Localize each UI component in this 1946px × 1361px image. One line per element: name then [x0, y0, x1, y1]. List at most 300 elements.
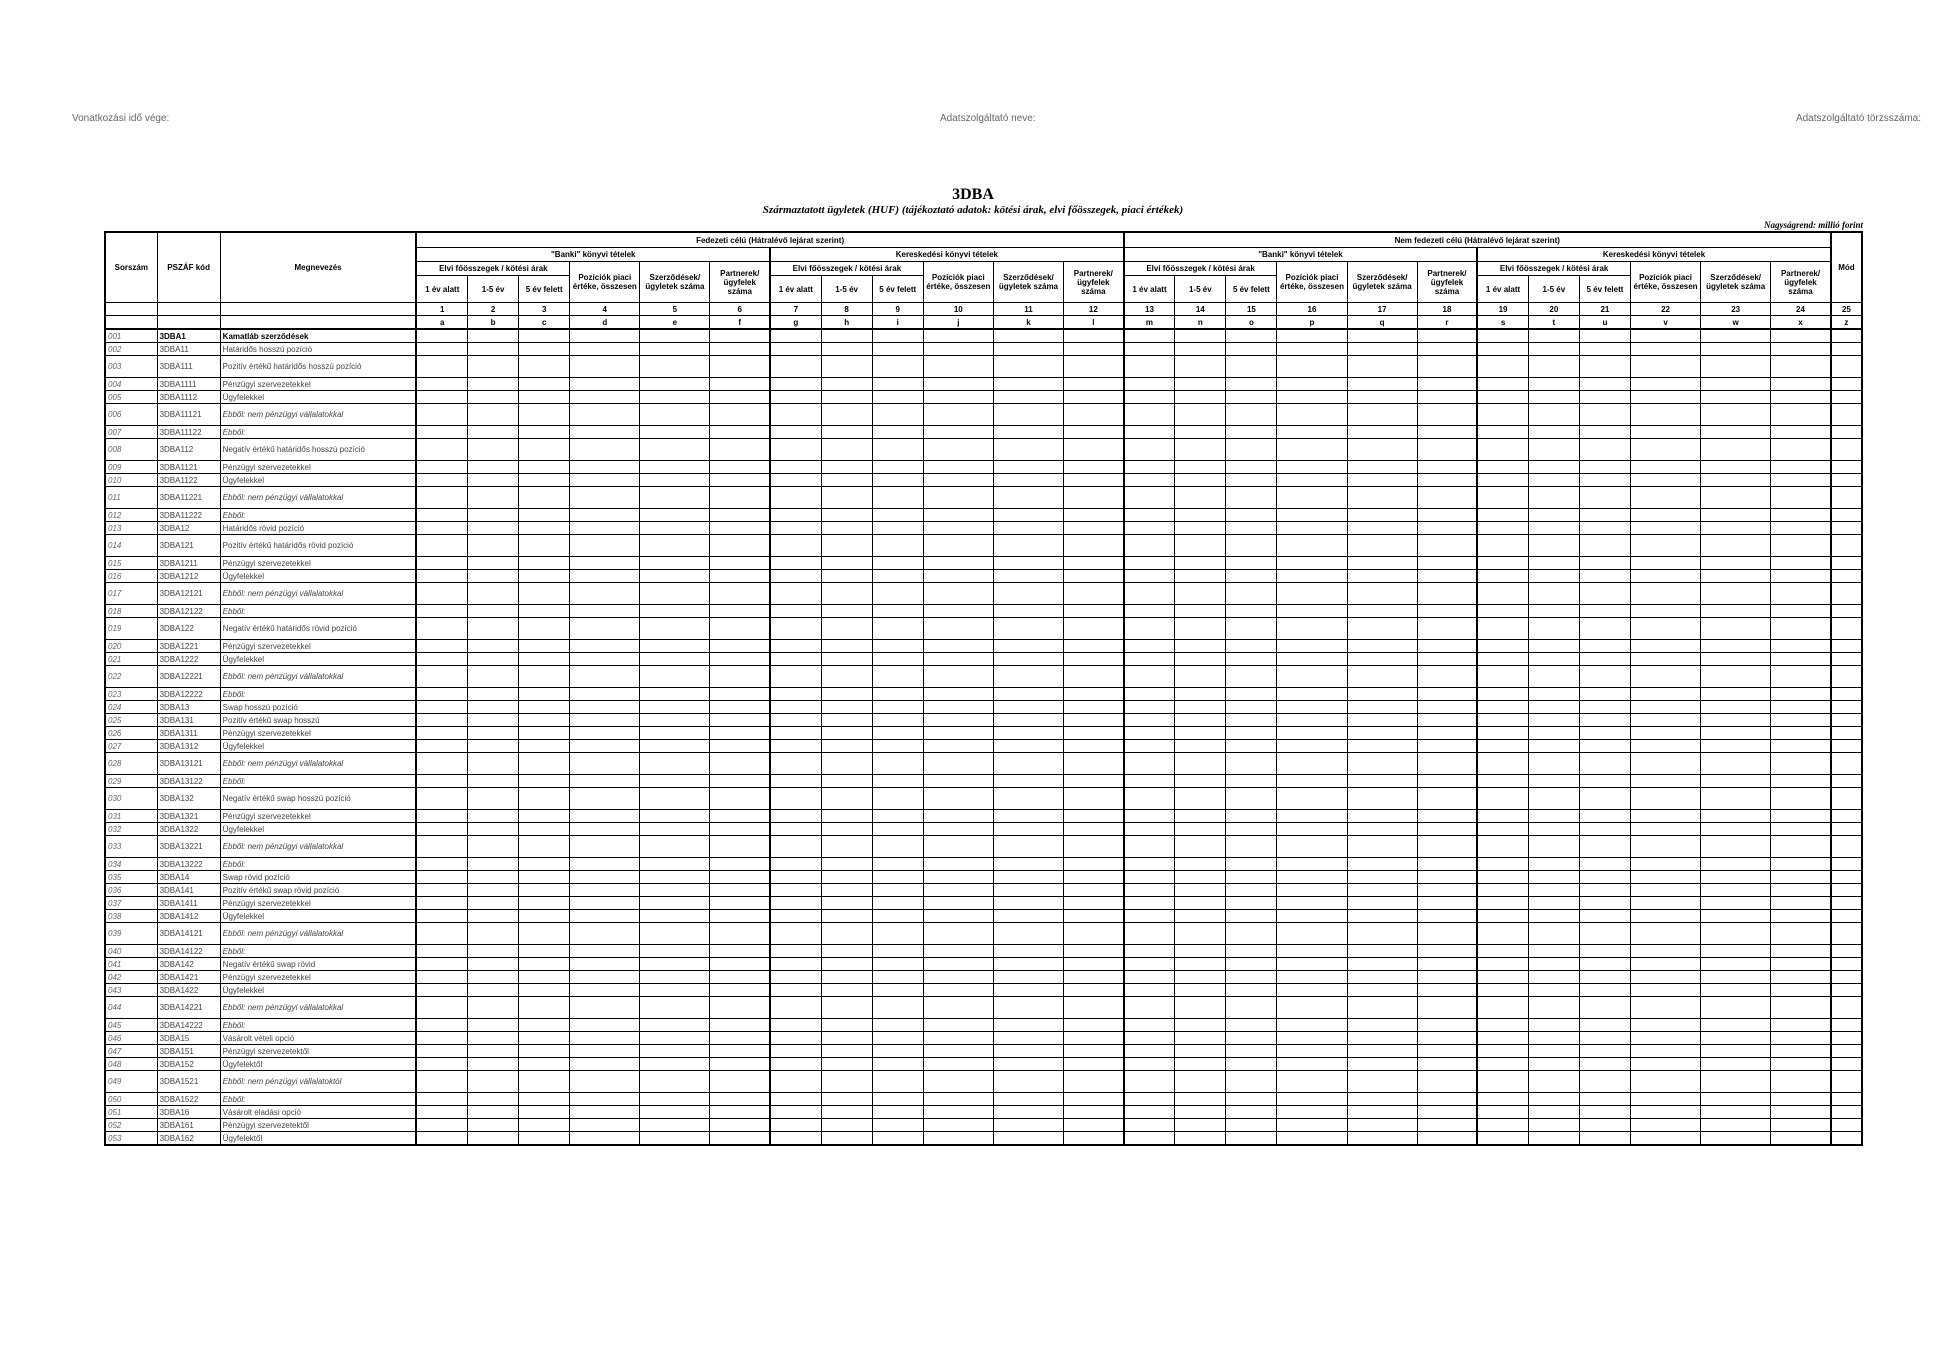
- data-cell[interactable]: [1579, 823, 1630, 836]
- data-cell[interactable]: [416, 356, 467, 378]
- data-cell[interactable]: [1277, 740, 1347, 753]
- data-cell[interactable]: [519, 487, 570, 509]
- data-cell[interactable]: [1175, 356, 1226, 378]
- data-cell[interactable]: [1063, 823, 1123, 836]
- data-cell[interactable]: [570, 923, 640, 945]
- data-cell[interactable]: [640, 329, 710, 343]
- data-cell[interactable]: [1347, 378, 1417, 391]
- data-cell[interactable]: [1124, 461, 1175, 474]
- data-cell[interactable]: [416, 810, 467, 823]
- data-cell[interactable]: [1063, 714, 1123, 727]
- data-cell[interactable]: [1477, 958, 1528, 971]
- data-cell[interactable]: [1579, 701, 1630, 714]
- data-cell[interactable]: [1277, 1032, 1347, 1045]
- data-cell[interactable]: [640, 509, 710, 522]
- data-cell[interactable]: [1701, 509, 1771, 522]
- data-cell[interactable]: [770, 583, 821, 605]
- data-cell[interactable]: [1063, 958, 1123, 971]
- data-cell[interactable]: [416, 727, 467, 740]
- data-cell[interactable]: [1175, 583, 1226, 605]
- data-cell[interactable]: [1831, 666, 1862, 688]
- data-cell[interactable]: [1831, 958, 1862, 971]
- data-cell[interactable]: [468, 1045, 519, 1058]
- data-cell[interactable]: [1124, 810, 1175, 823]
- data-cell[interactable]: [993, 487, 1063, 509]
- data-cell[interactable]: [770, 775, 821, 788]
- data-cell[interactable]: [1175, 640, 1226, 653]
- data-cell[interactable]: [770, 640, 821, 653]
- data-cell[interactable]: [416, 775, 467, 788]
- data-cell[interactable]: [923, 570, 993, 583]
- data-cell[interactable]: [923, 858, 993, 871]
- data-cell[interactable]: [1701, 653, 1771, 666]
- data-cell[interactable]: [821, 836, 872, 858]
- data-cell[interactable]: [1347, 753, 1417, 775]
- data-cell[interactable]: [1831, 810, 1862, 823]
- data-cell[interactable]: [1417, 714, 1477, 727]
- data-cell[interactable]: [640, 378, 710, 391]
- data-cell[interactable]: [1579, 426, 1630, 439]
- data-cell[interactable]: [640, 1058, 710, 1071]
- data-cell[interactable]: [923, 714, 993, 727]
- data-cell[interactable]: [993, 618, 1063, 640]
- data-cell[interactable]: [821, 356, 872, 378]
- data-cell[interactable]: [1347, 1058, 1417, 1071]
- data-cell[interactable]: [1528, 923, 1579, 945]
- data-cell[interactable]: [1226, 474, 1277, 487]
- data-cell[interactable]: [468, 522, 519, 535]
- data-cell[interactable]: [468, 583, 519, 605]
- data-cell[interactable]: [821, 1093, 872, 1106]
- data-cell[interactable]: [570, 1119, 640, 1132]
- data-cell[interactable]: [570, 1058, 640, 1071]
- data-cell[interactable]: [1579, 1019, 1630, 1032]
- data-cell[interactable]: [1630, 583, 1700, 605]
- data-cell[interactable]: [1477, 474, 1528, 487]
- data-cell[interactable]: [1831, 487, 1862, 509]
- data-cell[interactable]: [1579, 1058, 1630, 1071]
- data-cell[interactable]: [1124, 897, 1175, 910]
- data-cell[interactable]: [1347, 1045, 1417, 1058]
- data-cell[interactable]: [1477, 740, 1528, 753]
- data-cell[interactable]: [1124, 945, 1175, 958]
- data-cell[interactable]: [770, 910, 821, 923]
- data-cell[interactable]: [923, 1093, 993, 1106]
- data-cell[interactable]: [519, 404, 570, 426]
- data-cell[interactable]: [1579, 688, 1630, 701]
- data-cell[interactable]: [1528, 640, 1579, 653]
- data-cell[interactable]: [710, 1045, 770, 1058]
- data-cell[interactable]: [1417, 618, 1477, 640]
- data-cell[interactable]: [640, 836, 710, 858]
- data-cell[interactable]: [1630, 714, 1700, 727]
- data-cell[interactable]: [770, 958, 821, 971]
- data-cell[interactable]: [872, 557, 923, 570]
- data-cell[interactable]: [1063, 810, 1123, 823]
- data-cell[interactable]: [770, 343, 821, 356]
- data-cell[interactable]: [1226, 522, 1277, 535]
- data-cell[interactable]: [1063, 884, 1123, 897]
- data-cell[interactable]: [872, 404, 923, 426]
- data-cell[interactable]: [1477, 605, 1528, 618]
- data-cell[interactable]: [1417, 570, 1477, 583]
- data-cell[interactable]: [570, 740, 640, 753]
- data-cell[interactable]: [519, 461, 570, 474]
- data-cell[interactable]: [1417, 509, 1477, 522]
- data-cell[interactable]: [1831, 727, 1862, 740]
- data-cell[interactable]: [1477, 666, 1528, 688]
- data-cell[interactable]: [1579, 487, 1630, 509]
- data-cell[interactable]: [821, 1071, 872, 1093]
- data-cell[interactable]: [770, 1058, 821, 1071]
- data-cell[interactable]: [1277, 461, 1347, 474]
- data-cell[interactable]: [1579, 958, 1630, 971]
- data-cell[interactable]: [640, 605, 710, 618]
- data-cell[interactable]: [1277, 727, 1347, 740]
- data-cell[interactable]: [1277, 439, 1347, 461]
- data-cell[interactable]: [1477, 1071, 1528, 1093]
- data-cell[interactable]: [1579, 1093, 1630, 1106]
- data-cell[interactable]: [1175, 343, 1226, 356]
- data-cell[interactable]: [1528, 557, 1579, 570]
- data-cell[interactable]: [570, 945, 640, 958]
- data-cell[interactable]: [519, 945, 570, 958]
- data-cell[interactable]: [923, 343, 993, 356]
- data-cell[interactable]: [1701, 640, 1771, 653]
- data-cell[interactable]: [1831, 910, 1862, 923]
- data-cell[interactable]: [570, 997, 640, 1019]
- data-cell[interactable]: [1124, 640, 1175, 653]
- data-cell[interactable]: [923, 701, 993, 714]
- data-cell[interactable]: [570, 404, 640, 426]
- data-cell[interactable]: [993, 997, 1063, 1019]
- data-cell[interactable]: [570, 958, 640, 971]
- data-cell[interactable]: [710, 535, 770, 557]
- data-cell[interactable]: [1701, 378, 1771, 391]
- data-cell[interactable]: [1277, 971, 1347, 984]
- data-cell[interactable]: [1579, 583, 1630, 605]
- data-cell[interactable]: [1477, 727, 1528, 740]
- data-cell[interactable]: [1630, 1071, 1700, 1093]
- data-cell[interactable]: [1277, 1071, 1347, 1093]
- data-cell[interactable]: [570, 522, 640, 535]
- data-cell[interactable]: [1063, 688, 1123, 701]
- data-cell[interactable]: [1226, 404, 1277, 426]
- data-cell[interactable]: [1771, 557, 1831, 570]
- data-cell[interactable]: [1630, 439, 1700, 461]
- data-cell[interactable]: [1831, 1045, 1862, 1058]
- data-cell[interactable]: [1347, 836, 1417, 858]
- data-cell[interactable]: [640, 1071, 710, 1093]
- data-cell[interactable]: [1063, 640, 1123, 653]
- data-cell[interactable]: [821, 984, 872, 997]
- data-cell[interactable]: [519, 1019, 570, 1032]
- data-cell[interactable]: [1630, 426, 1700, 439]
- data-cell[interactable]: [1347, 640, 1417, 653]
- data-cell[interactable]: [640, 984, 710, 997]
- data-cell[interactable]: [770, 605, 821, 618]
- data-cell[interactable]: [1063, 984, 1123, 997]
- data-cell[interactable]: [570, 984, 640, 997]
- data-cell[interactable]: [640, 923, 710, 945]
- data-cell[interactable]: [770, 753, 821, 775]
- data-cell[interactable]: [468, 1032, 519, 1045]
- data-cell[interactable]: [1831, 871, 1862, 884]
- data-cell[interactable]: [1124, 557, 1175, 570]
- data-cell[interactable]: [416, 871, 467, 884]
- data-cell[interactable]: [1630, 329, 1700, 343]
- data-cell[interactable]: [1528, 329, 1579, 343]
- data-cell[interactable]: [1063, 923, 1123, 945]
- data-cell[interactable]: [821, 329, 872, 343]
- data-cell[interactable]: [1063, 1032, 1123, 1045]
- data-cell[interactable]: [1528, 858, 1579, 871]
- data-cell[interactable]: [1226, 378, 1277, 391]
- data-cell[interactable]: [1771, 329, 1831, 343]
- data-cell[interactable]: [1347, 404, 1417, 426]
- data-cell[interactable]: [1175, 884, 1226, 897]
- data-cell[interactable]: [468, 858, 519, 871]
- data-cell[interactable]: [468, 1119, 519, 1132]
- data-cell[interactable]: [993, 727, 1063, 740]
- data-cell[interactable]: [1175, 910, 1226, 923]
- data-cell[interactable]: [1477, 522, 1528, 535]
- data-cell[interactable]: [872, 570, 923, 583]
- data-cell[interactable]: [1277, 522, 1347, 535]
- data-cell[interactable]: [923, 461, 993, 474]
- data-cell[interactable]: [872, 391, 923, 404]
- data-cell[interactable]: [1831, 461, 1862, 474]
- data-cell[interactable]: [1124, 343, 1175, 356]
- data-cell[interactable]: [468, 823, 519, 836]
- data-cell[interactable]: [993, 897, 1063, 910]
- data-cell[interactable]: [519, 836, 570, 858]
- data-cell[interactable]: [872, 509, 923, 522]
- data-cell[interactable]: [770, 1132, 821, 1146]
- data-cell[interactable]: [993, 605, 1063, 618]
- data-cell[interactable]: [1277, 897, 1347, 910]
- data-cell[interactable]: [519, 666, 570, 688]
- data-cell[interactable]: [1477, 356, 1528, 378]
- data-cell[interactable]: [1831, 984, 1862, 997]
- data-cell[interactable]: [1630, 1132, 1700, 1146]
- data-cell[interactable]: [1477, 391, 1528, 404]
- data-cell[interactable]: [1701, 753, 1771, 775]
- data-cell[interactable]: [519, 753, 570, 775]
- data-cell[interactable]: [1347, 823, 1417, 836]
- data-cell[interactable]: [821, 727, 872, 740]
- data-cell[interactable]: [1063, 858, 1123, 871]
- data-cell[interactable]: [1124, 997, 1175, 1019]
- data-cell[interactable]: [993, 404, 1063, 426]
- data-cell[interactable]: [710, 810, 770, 823]
- data-cell[interactable]: [1630, 1045, 1700, 1058]
- data-cell[interactable]: [1528, 884, 1579, 897]
- data-cell[interactable]: [1175, 945, 1226, 958]
- data-cell[interactable]: [1347, 1119, 1417, 1132]
- data-cell[interactable]: [1277, 1119, 1347, 1132]
- data-cell[interactable]: [570, 823, 640, 836]
- data-cell[interactable]: [1347, 391, 1417, 404]
- data-cell[interactable]: [1124, 426, 1175, 439]
- data-cell[interactable]: [640, 461, 710, 474]
- data-cell[interactable]: [1226, 509, 1277, 522]
- data-cell[interactable]: [1701, 701, 1771, 714]
- data-cell[interactable]: [1630, 1019, 1700, 1032]
- data-cell[interactable]: [1771, 810, 1831, 823]
- data-cell[interactable]: [1579, 666, 1630, 688]
- data-cell[interactable]: [1124, 727, 1175, 740]
- data-cell[interactable]: [993, 461, 1063, 474]
- data-cell[interactable]: [1579, 329, 1630, 343]
- data-cell[interactable]: [519, 391, 570, 404]
- data-cell[interactable]: [710, 329, 770, 343]
- data-cell[interactable]: [1226, 570, 1277, 583]
- data-cell[interactable]: [1347, 1071, 1417, 1093]
- data-cell[interactable]: [1579, 391, 1630, 404]
- data-cell[interactable]: [519, 984, 570, 997]
- data-cell[interactable]: [570, 884, 640, 897]
- data-cell[interactable]: [1063, 666, 1123, 688]
- data-cell[interactable]: [1175, 1019, 1226, 1032]
- data-cell[interactable]: [821, 1045, 872, 1058]
- data-cell[interactable]: [1124, 474, 1175, 487]
- data-cell[interactable]: [1477, 810, 1528, 823]
- data-cell[interactable]: [1630, 618, 1700, 640]
- data-cell[interactable]: [993, 923, 1063, 945]
- data-cell[interactable]: [1347, 714, 1417, 727]
- data-cell[interactable]: [570, 461, 640, 474]
- data-cell[interactable]: [1277, 535, 1347, 557]
- data-cell[interactable]: [1277, 823, 1347, 836]
- data-cell[interactable]: [1528, 509, 1579, 522]
- data-cell[interactable]: [1226, 487, 1277, 509]
- data-cell[interactable]: [640, 618, 710, 640]
- data-cell[interactable]: [519, 714, 570, 727]
- data-cell[interactable]: [1528, 727, 1579, 740]
- data-cell[interactable]: [1226, 1093, 1277, 1106]
- data-cell[interactable]: [1579, 871, 1630, 884]
- data-cell[interactable]: [1175, 1058, 1226, 1071]
- data-cell[interactable]: [1701, 487, 1771, 509]
- data-cell[interactable]: [468, 688, 519, 701]
- data-cell[interactable]: [1831, 474, 1862, 487]
- data-cell[interactable]: [993, 1132, 1063, 1146]
- data-cell[interactable]: [1771, 487, 1831, 509]
- data-cell[interactable]: [1175, 823, 1226, 836]
- data-cell[interactable]: [923, 356, 993, 378]
- data-cell[interactable]: [1226, 1071, 1277, 1093]
- data-cell[interactable]: [1124, 788, 1175, 810]
- data-cell[interactable]: [1226, 688, 1277, 701]
- data-cell[interactable]: [1528, 618, 1579, 640]
- data-cell[interactable]: [570, 618, 640, 640]
- data-cell[interactable]: [1347, 461, 1417, 474]
- data-cell[interactable]: [821, 618, 872, 640]
- data-cell[interactable]: [1175, 474, 1226, 487]
- data-cell[interactable]: [1528, 753, 1579, 775]
- data-cell[interactable]: [570, 343, 640, 356]
- data-cell[interactable]: [821, 923, 872, 945]
- data-cell[interactable]: [519, 1119, 570, 1132]
- data-cell[interactable]: [519, 522, 570, 535]
- data-cell[interactable]: [416, 1093, 467, 1106]
- data-cell[interactable]: [923, 923, 993, 945]
- data-cell[interactable]: [1528, 461, 1579, 474]
- data-cell[interactable]: [710, 836, 770, 858]
- data-cell[interactable]: [821, 605, 872, 618]
- data-cell[interactable]: [1175, 461, 1226, 474]
- data-cell[interactable]: [416, 570, 467, 583]
- data-cell[interactable]: [1630, 897, 1700, 910]
- data-cell[interactable]: [1175, 426, 1226, 439]
- data-cell[interactable]: [710, 910, 770, 923]
- data-cell[interactable]: [1630, 701, 1700, 714]
- data-cell[interactable]: [570, 1071, 640, 1093]
- data-cell[interactable]: [710, 727, 770, 740]
- data-cell[interactable]: [872, 1132, 923, 1146]
- data-cell[interactable]: [770, 740, 821, 753]
- data-cell[interactable]: [821, 871, 872, 884]
- data-cell[interactable]: [1771, 666, 1831, 688]
- data-cell[interactable]: [1831, 605, 1862, 618]
- data-cell[interactable]: [993, 653, 1063, 666]
- data-cell[interactable]: [1630, 823, 1700, 836]
- data-cell[interactable]: [1226, 858, 1277, 871]
- data-cell[interactable]: [1124, 356, 1175, 378]
- data-cell[interactable]: [468, 740, 519, 753]
- data-cell[interactable]: [1630, 605, 1700, 618]
- data-cell[interactable]: [1277, 356, 1347, 378]
- data-cell[interactable]: [710, 1106, 770, 1119]
- data-cell[interactable]: [570, 378, 640, 391]
- data-cell[interactable]: [993, 788, 1063, 810]
- data-cell[interactable]: [872, 958, 923, 971]
- data-cell[interactable]: [468, 1071, 519, 1093]
- data-cell[interactable]: [1417, 997, 1477, 1019]
- data-cell[interactable]: [468, 439, 519, 461]
- data-cell[interactable]: [1528, 605, 1579, 618]
- data-cell[interactable]: [1277, 945, 1347, 958]
- data-cell[interactable]: [1831, 343, 1862, 356]
- data-cell[interactable]: [1579, 343, 1630, 356]
- data-cell[interactable]: [923, 666, 993, 688]
- data-cell[interactable]: [519, 810, 570, 823]
- data-cell[interactable]: [770, 487, 821, 509]
- data-cell[interactable]: [710, 997, 770, 1019]
- data-cell[interactable]: [1417, 971, 1477, 984]
- data-cell[interactable]: [1063, 871, 1123, 884]
- data-cell[interactable]: [1417, 356, 1477, 378]
- data-cell[interactable]: [1477, 509, 1528, 522]
- data-cell[interactable]: [1124, 688, 1175, 701]
- data-cell[interactable]: [640, 474, 710, 487]
- data-cell[interactable]: [1226, 923, 1277, 945]
- data-cell[interactable]: [640, 1019, 710, 1032]
- data-cell[interactable]: [1701, 404, 1771, 426]
- data-cell[interactable]: [640, 426, 710, 439]
- data-cell[interactable]: [1477, 426, 1528, 439]
- data-cell[interactable]: [1277, 810, 1347, 823]
- data-cell[interactable]: [519, 439, 570, 461]
- data-cell[interactable]: [1630, 640, 1700, 653]
- data-cell[interactable]: [770, 923, 821, 945]
- data-cell[interactable]: [872, 1071, 923, 1093]
- data-cell[interactable]: [993, 688, 1063, 701]
- data-cell[interactable]: [1528, 775, 1579, 788]
- data-cell[interactable]: [1579, 884, 1630, 897]
- data-cell[interactable]: [570, 858, 640, 871]
